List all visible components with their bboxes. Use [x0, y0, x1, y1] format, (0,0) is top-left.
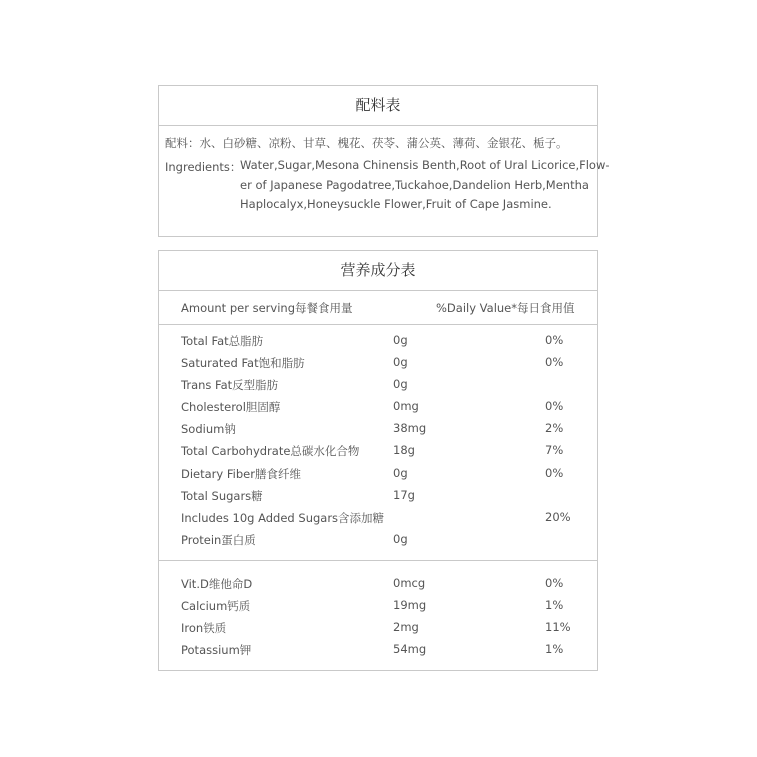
- daily-value-header: %Daily Value*每日食用值: [436, 301, 575, 315]
- nutrition-title: 营养成分表: [159, 251, 597, 291]
- nutrient-name: Total Sugars糖: [181, 488, 263, 503]
- nutrient-amount: 17g: [393, 487, 415, 502]
- nutrient-row: [159, 395, 597, 417]
- nutrient-name: Vit.D维他命D: [181, 577, 253, 591]
- nutrient-daily-value: 0%: [545, 355, 564, 370]
- ingredients-en-line: Water,Sugar,Mesona Chinensis Benth,Root of Ural Licorice,Flow-: [240, 158, 610, 172]
- nutrient-name: Iron铁质: [181, 621, 227, 636]
- nutrient-row: [159, 484, 597, 506]
- section-divider: [159, 560, 597, 561]
- nutrient-rows: [159, 329, 597, 550]
- vitamin-mineral-rows: [159, 572, 597, 660]
- nutrient-daily-value: 0%: [545, 465, 564, 480]
- nutrient-row: [159, 616, 597, 638]
- nutrient-amount: 0mcg: [393, 576, 426, 590]
- nutrient-daily-value: 7%: [545, 443, 564, 458]
- ingredients-en-line: er of Japanese Pagodatree,Tuckahoe,Dandelion Herb,Mentha: [240, 177, 589, 192]
- nutrient-daily-value: 2%: [545, 421, 564, 436]
- ingredients-zh-text: 配料：水、白砂糖、凉粉、甘草、槐花、茯苓、蒲公英、薄荷、金银花、栀子。: [165, 136, 568, 150]
- nutrient-daily-value: 0%: [545, 333, 564, 347]
- nutrient-row: [159, 594, 597, 616]
- nutrient-daily-value: 1%: [545, 642, 564, 657]
- amount-per-serving-header: Amount per serving每餐食用量: [181, 301, 353, 315]
- nutrient-amount: 0g: [393, 531, 408, 546]
- nutrient-name: Total Fat总脂肪: [181, 334, 264, 348]
- nutrient-row: [159, 417, 597, 439]
- nutrient-name: Total Carbohydrate总碳水化合物: [181, 444, 360, 459]
- nutrient-amount: 54mg: [393, 642, 427, 657]
- nutrient-amount: 0g: [393, 333, 408, 347]
- nutrient-name: Protein蛋白质: [181, 532, 256, 547]
- nutrient-name: Includes 10g Added Sugars含添加糖: [181, 510, 385, 525]
- nutrient-row: [159, 506, 597, 528]
- nutrient-amount: 18g: [393, 443, 415, 458]
- nutrient-amount: 2mg: [393, 620, 419, 635]
- nutrient-row: [159, 373, 597, 395]
- ingredients-title: 配料表: [159, 86, 597, 126]
- nutrient-daily-value: 11%: [545, 620, 571, 635]
- nutrient-row: [159, 329, 597, 351]
- nutrition-header-row: [159, 291, 597, 325]
- nutrient-daily-value: 0%: [545, 399, 564, 414]
- nutrient-name: Saturated Fat饱和脂肪: [181, 356, 305, 371]
- nutrient-row: [159, 572, 597, 594]
- nutrient-name: Trans Fat反型脂肪: [181, 378, 279, 393]
- nutrient-daily-value: 1%: [545, 598, 564, 613]
- nutrient-daily-value: 0%: [545, 576, 564, 590]
- nutrient-amount: 0mg: [393, 399, 419, 414]
- nutrient-name: Dietary Fiber膳食纤维: [181, 466, 301, 481]
- nutrient-name: Sodium钠: [181, 422, 236, 437]
- ingredients-en-text: [240, 156, 610, 215]
- nutrient-amount: 0g: [393, 377, 408, 392]
- nutrient-amount: 0g: [393, 465, 408, 480]
- nutrient-row: [159, 439, 597, 461]
- nutrient-daily-value: 20%: [545, 509, 571, 524]
- nutrient-name: Potassium钾: [181, 643, 252, 658]
- nutrient-row: [159, 528, 597, 550]
- nutrient-name: Cholesterol胆固醇: [181, 400, 281, 415]
- ingredients-en-label: Ingredients：: [165, 160, 242, 174]
- nutrient-name: Calcium钙质: [181, 599, 251, 614]
- nutrition-facts-panel: [158, 250, 598, 671]
- ingredients-panel: [158, 85, 610, 237]
- nutrient-row: [159, 638, 597, 660]
- nutrient-amount: 0g: [393, 355, 408, 370]
- nutrient-row: [159, 462, 597, 484]
- nutrient-row: [159, 351, 597, 373]
- nutrient-amount: 19mg: [393, 598, 427, 613]
- nutrient-amount: 38mg: [393, 421, 427, 436]
- ingredients-en-line: Haplocalyx,Honeysuckle Flower,Fruit of Cape Jasmine.: [240, 197, 552, 211]
